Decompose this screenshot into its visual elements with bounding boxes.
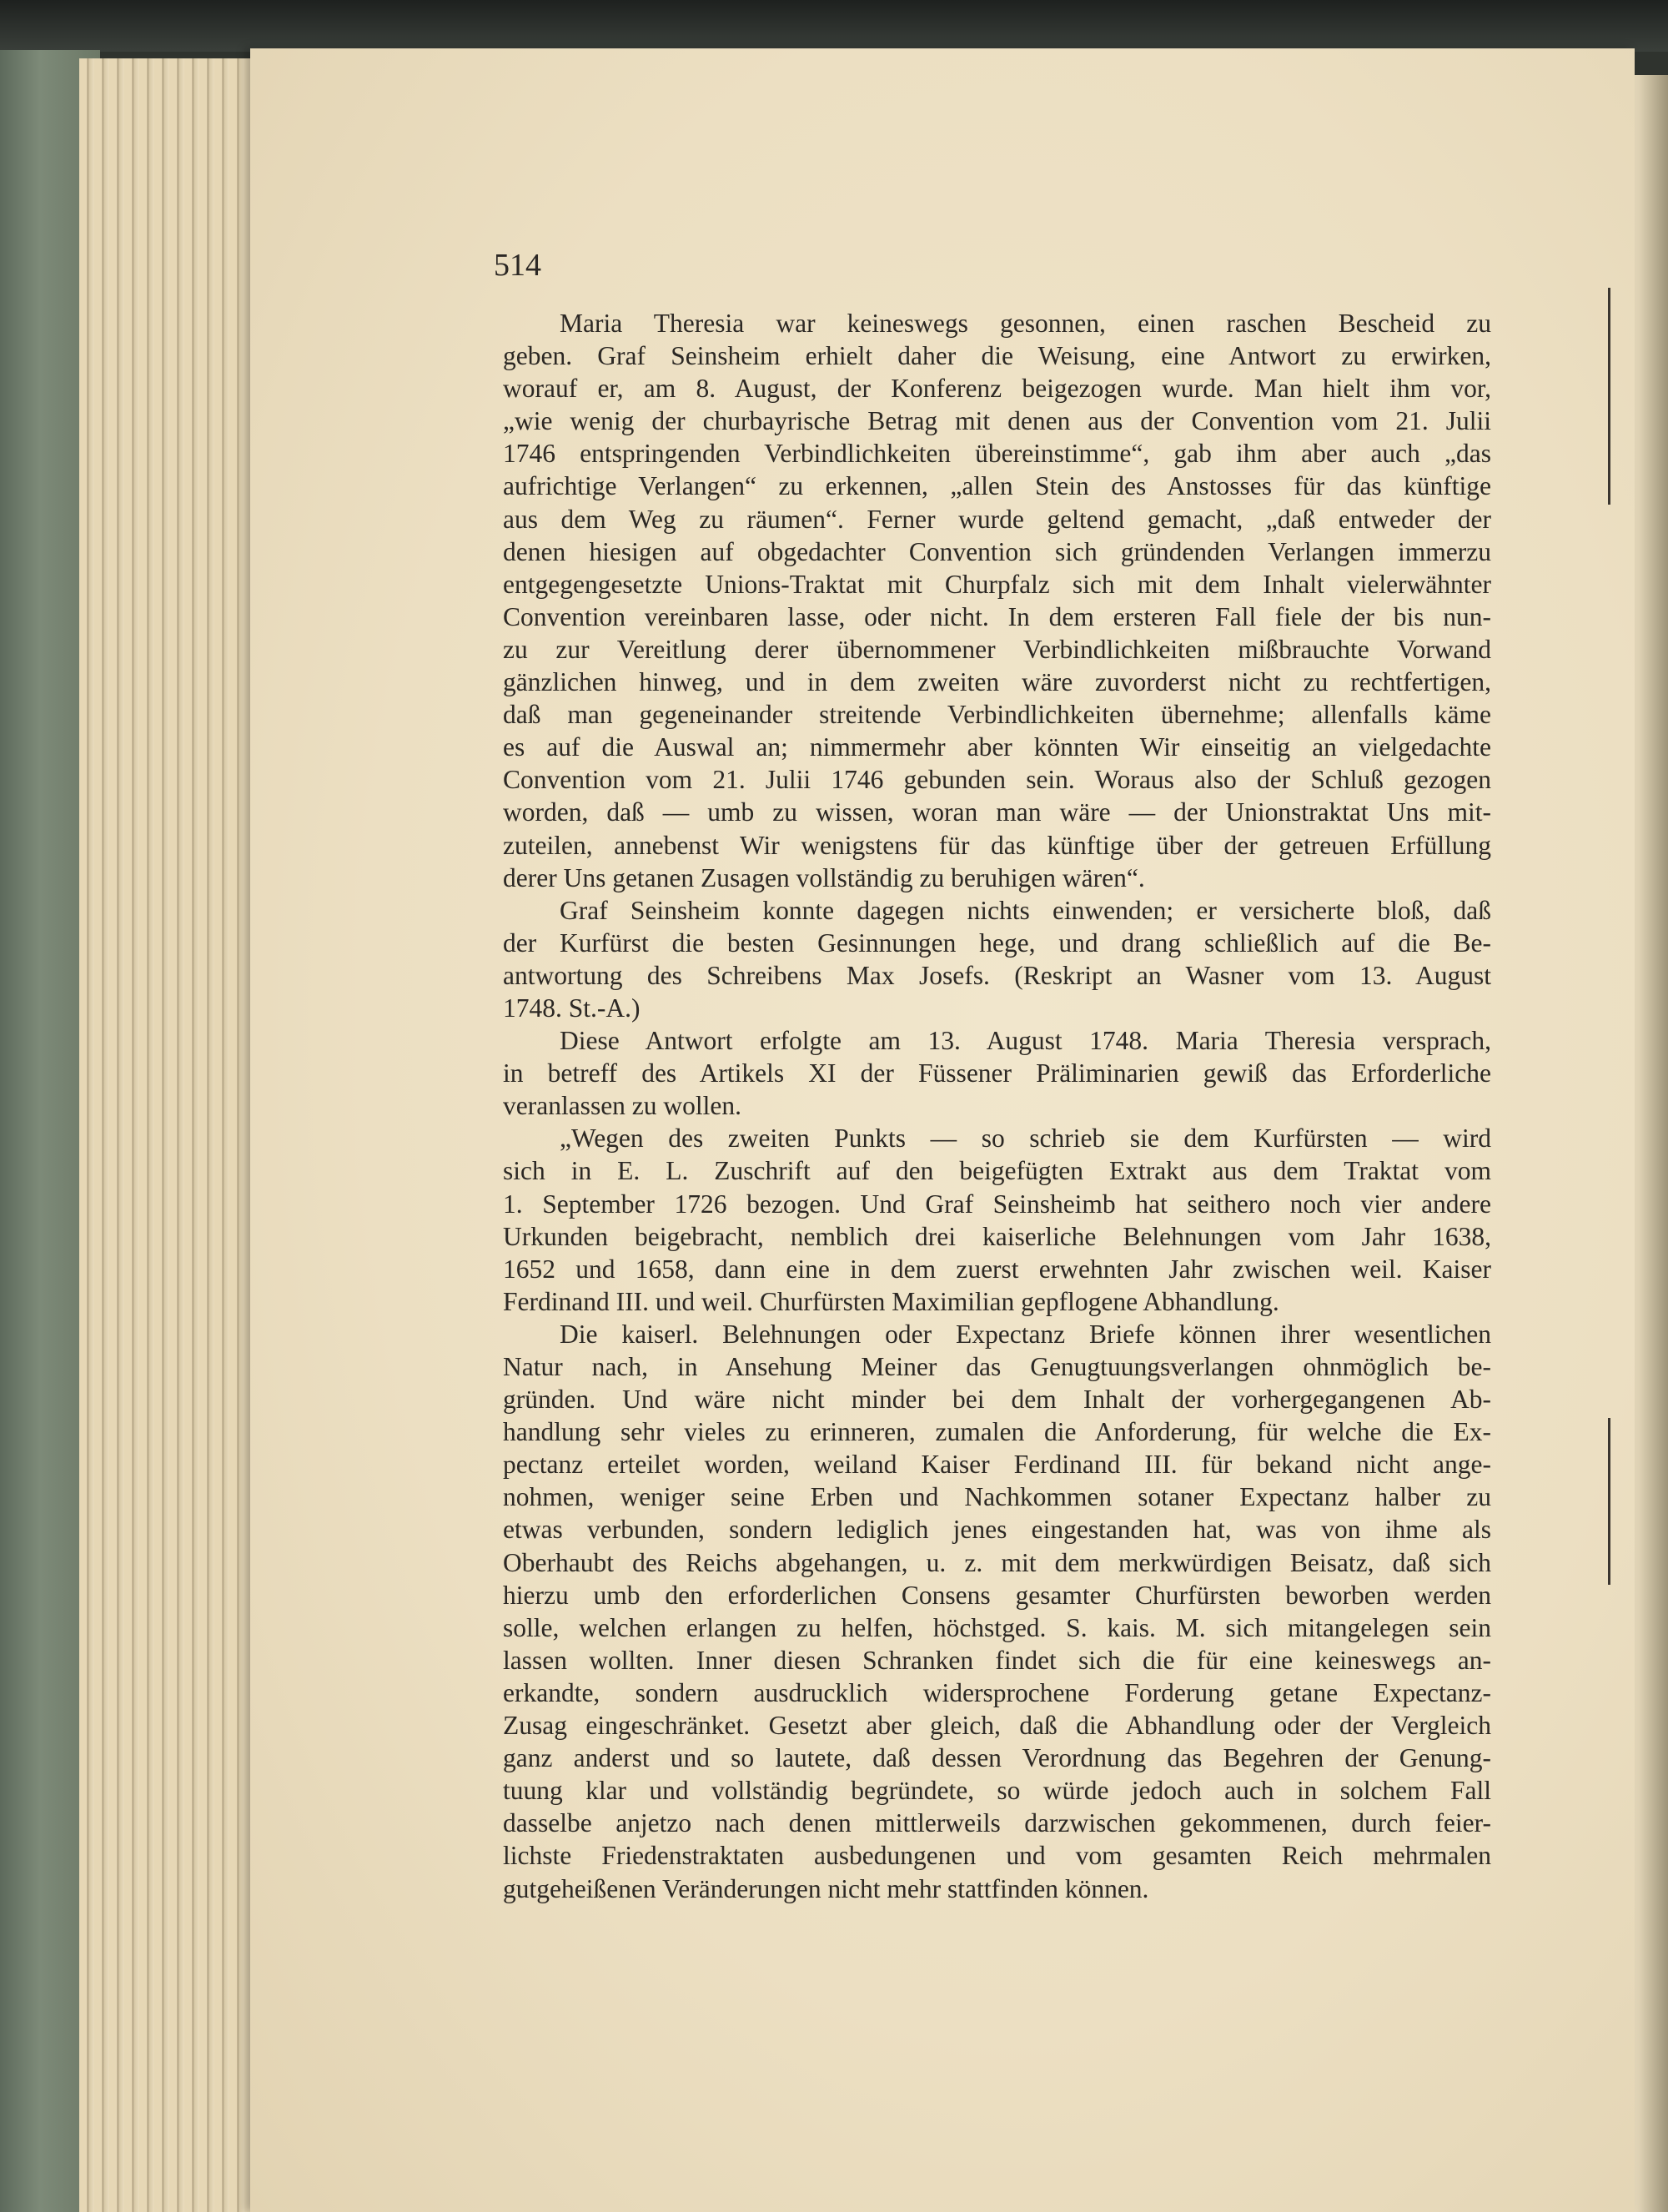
text-line: denen hiesigen auf obgedachter Convention sich gründenden Verlangen immerzu [503,536,1491,566]
text-line: ganz anderst und so lautete, daß dessen Verordnung das Begehren der Genung- [503,1743,1491,1773]
text-line: zuteilen, annebenst Wir wenigstens für das künftige über der getreuen Erfüllung [503,830,1491,860]
text-line: geben. Graf Seinsheim erhielt daher die Weisung, eine Antwort zu erwirken, [503,341,1491,371]
text-line: Urkunden beigebracht, nemblich drei kaiserliche Belehnungen vom Jahr 1638, [503,1221,1491,1251]
text-line: nohmen, weniger seine Erben und Nachkommen sotaner Expectanz halber zu [503,1482,1491,1512]
text-line: es auf die Auswal an; nimmermehr aber könnten Wir einseitig an vielgedachte [503,732,1491,762]
text-line: aufrichtige Verlangen“ zu erkennen, „allen Stein des Anstosses für das künftige [503,471,1491,501]
text-line: gründen. Und wäre nicht minder bei dem Inhalt der vorhergegangenen Ab- [503,1385,1491,1415]
text-line: Diese Antwort erfolgte am 13. August 1748. Maria Theresia versprach, [560,1026,1491,1056]
text-line: gänzlichen hinweg, und in dem zweiten wäre zuvorderst nicht zu rechtfertigen, [503,667,1491,697]
text-line: 1. September 1726 bezogen. Und Graf Seinsheimb hat seithero noch vier andere [503,1189,1491,1219]
paragraph [503,1024,1491,1122]
page-edge-mark [1608,1418,1610,1585]
paragraph [503,1318,1491,1905]
text-line: lichste Friedenstraktaten ausbedungenen und vom gesamten Reich mehrmalen [503,1841,1491,1871]
paragraph [503,894,1491,1024]
text-line: aus dem Weg zu räumen“. Ferner wurde geltend gemacht, „daß entweder der [503,504,1491,534]
text-line: dasselbe anjetzo nach denen mittlerweils darzwischen gekommenen, durch feier- [503,1808,1491,1838]
text-line: erkandte, sondern ausdrucklich widersprochene Forderung getane Expectanz- [503,1677,1491,1707]
text-line: Oberhaubt des Reichs abgehangen, u. z. mit dem merkwürdigen Beisatz, daß sich [503,1547,1491,1577]
text-line: entgegengesetzte Unions-Traktat mit Churpfalz sich mit dem Inhalt vielerwähnter [503,569,1491,599]
text-line: daß man gegeneinander streitende Verbindlichkeiten übernehme; allenfalls käme [503,700,1491,730]
page-number: 514 [494,248,541,283]
text-line: Graf Seinsheim konnte dagegen nichts einwenden; er versicherte bloß, daß [560,895,1491,925]
text-line: „wie wenig der churbayrische Betrag mit denen aus der Convention vom 21. Julii [503,406,1491,436]
text-line: derer Uns getanen Zusagen vollständig zu beruhigen wären“. [503,862,1145,892]
paragraph [503,307,1491,894]
text-line: tuung klar und vollständig begründete, so würde jedoch auch in solchem Fall [503,1776,1491,1806]
text-line: handlung sehr vieles zu erinneren, zumalen die Anforderung, für welche die Ex- [503,1417,1491,1447]
text-line: sich in E. L. Zuschrift auf den beigefügten Extrakt aus dem Traktat vom [503,1156,1491,1186]
text-line: pectanz erteilet worden, weiland Kaiser Ferdinand III. für bekand nicht ange- [503,1450,1491,1480]
text-line: etwas verbunden, sondern lediglich jenes eingestanden hat, was von ihme als [503,1515,1491,1545]
text-line: veranlassen zu wollen. [503,1091,742,1121]
text-line: in betreff des Artikels XI der Füssener Präliminarien gewiß das Erforderliche [503,1058,1491,1088]
paragraph [503,1122,1491,1318]
text-line: antwortung des Schreibens Max Josefs. (Reskript an Wasner vom 13. August [503,960,1491,990]
page-edge-mark [1608,288,1610,505]
text-line: Maria Theresia war keineswegs gesonnen, einen raschen Bescheid zu [560,309,1491,338]
scan-background-top [0,0,1668,52]
text-line: Ferdinand III. und weil. Churfürsten Maximilian gepflogene Abhandlung. [503,1286,1279,1316]
text-line: Zusag eingeschränket. Gesetzt aber gleich, daß die Abhandlung oder der Vergleich [503,1711,1491,1741]
text-line: „Wegen des zweiten Punkts — so schrieb sie dem Kurfürsten — wird [560,1124,1491,1154]
text-line: gutgeheißenen Veränderungen nicht mehr stattfinden können. [503,1873,1149,1903]
text-line: 1652 und 1658, dann eine in dem zuerst erwehnten Jahr zwischen weil. Kaiser [503,1254,1491,1284]
text-line: Natur nach, in Ansehung Meiner das Genugtuungsverlangen ohnmöglich be- [503,1352,1491,1381]
text-line: Convention vom 21. Julii 1746 gebunden sein. Woraus also der Schluß gezogen [503,765,1491,795]
body-text [503,307,1491,1905]
text-line: der Kurfürst die besten Gesinnungen hege, und drang schließlich auf die Be- [503,928,1491,958]
text-line: worauf er, am 8. August, der Konferenz beigezogen wurde. Man hielt ihm vor, [503,374,1491,404]
text-line: solle, welchen erlangen zu helfen, höchstged. S. kais. M. sich mitangelegen sein [503,1612,1491,1642]
text-line: hierzu umb den erforderlichen Consens gesamter Churfürsten beworben werden [503,1580,1491,1610]
text-line: lassen wollten. Inner diesen Schranken findet sich die für eine keineswegs an- [503,1645,1491,1675]
text-line: zu zur Vereitlung derer übernommener Verbindlichkeiten mißbrauchte Vorwand [503,634,1491,664]
text-line: worden, daß — umb zu wissen, woran man wäre — der Unionstraktat Uns mit- [503,797,1491,827]
text-line: 1748. St.-A.) [503,993,641,1023]
text-line: Die kaiserl. Belehnungen oder Expectanz Briefe können ihrer wesentlichen [560,1319,1491,1349]
text-line: Convention vereinbaren lasse, oder nicht. In dem ersteren Fall fiele der bis nun- [503,601,1491,631]
text-line: 1746 entspringenden Verbindlichkeiten übereinstimme“, gab ihm aber auch „das [503,439,1491,469]
